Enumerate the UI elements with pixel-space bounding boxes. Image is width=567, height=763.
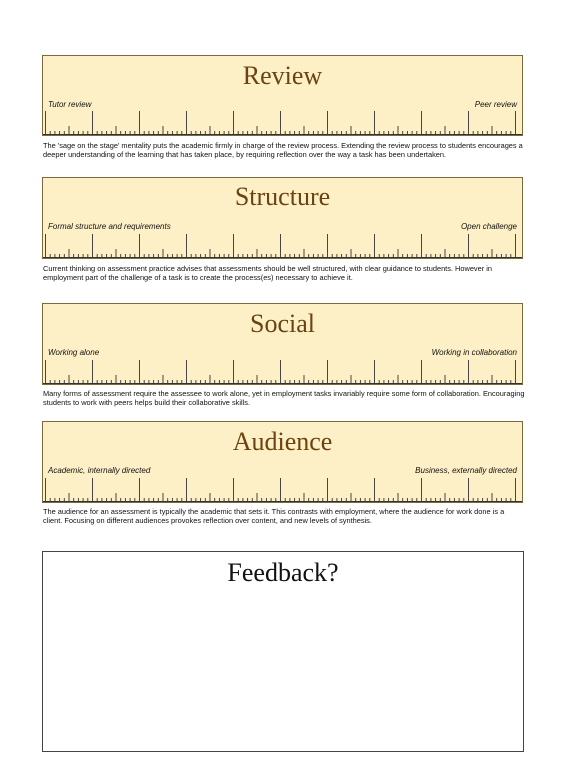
ruler — [43, 109, 522, 135]
right-pole-label: Open challenge — [460, 222, 517, 231]
audience-scale-panel — [42, 421, 523, 503]
scale-description: The 'sage on the stage' mentality puts the academic firmly in charge of the review process. Extending the review process to students encourages a deeper understanding of the learning that has taken place, by requiring reflection over the way a task has been undertaken. — [43, 141, 523, 160]
ruler — [43, 358, 522, 384]
right-pole-label: Peer review — [474, 100, 517, 109]
structure-scale-panel — [42, 177, 523, 259]
feedback-box[interactable] — [42, 551, 524, 752]
ruler — [43, 476, 522, 502]
scale-title: Audience — [232, 427, 333, 456]
ruler — [43, 232, 522, 258]
scale-description: Current thinking on assessment practice advises that assessments should be well structured, with clear guidance to students. However in employment part of the challenge of a task is to create the process(es) necessary to achieve it. — [43, 264, 492, 283]
right-pole-label: Business, externally directed — [415, 466, 517, 475]
scale-title: Review — [242, 61, 323, 90]
feedback-title: Feedback? — [227, 558, 339, 587]
social-scale-panel — [42, 303, 523, 385]
left-pole-label: Tutor review — [48, 100, 92, 109]
left-pole-label: Academic, internally directed — [48, 466, 151, 475]
scale-title: Social — [250, 309, 315, 338]
scale-title: Structure — [234, 182, 331, 211]
scale-description: The audience for an assessment is typically the academic that sets it. This contrasts with employment, where the audience for work done is a client. Focusing on different audiences provokes reflection over content, and new levels of synthesis. — [43, 507, 505, 526]
right-pole-label: Working in collaboration — [431, 348, 517, 357]
scale-description: Many forms of assessment require the assessee to work alone, yet in employment tasks invariably require some form of collaboration. Encouraging students to work with peers helps build their collaborative skills. — [43, 389, 525, 408]
review-scale-panel — [42, 55, 523, 136]
left-pole-label: Working alone — [48, 348, 100, 357]
left-pole-label: Formal structure and requirements — [48, 222, 171, 231]
